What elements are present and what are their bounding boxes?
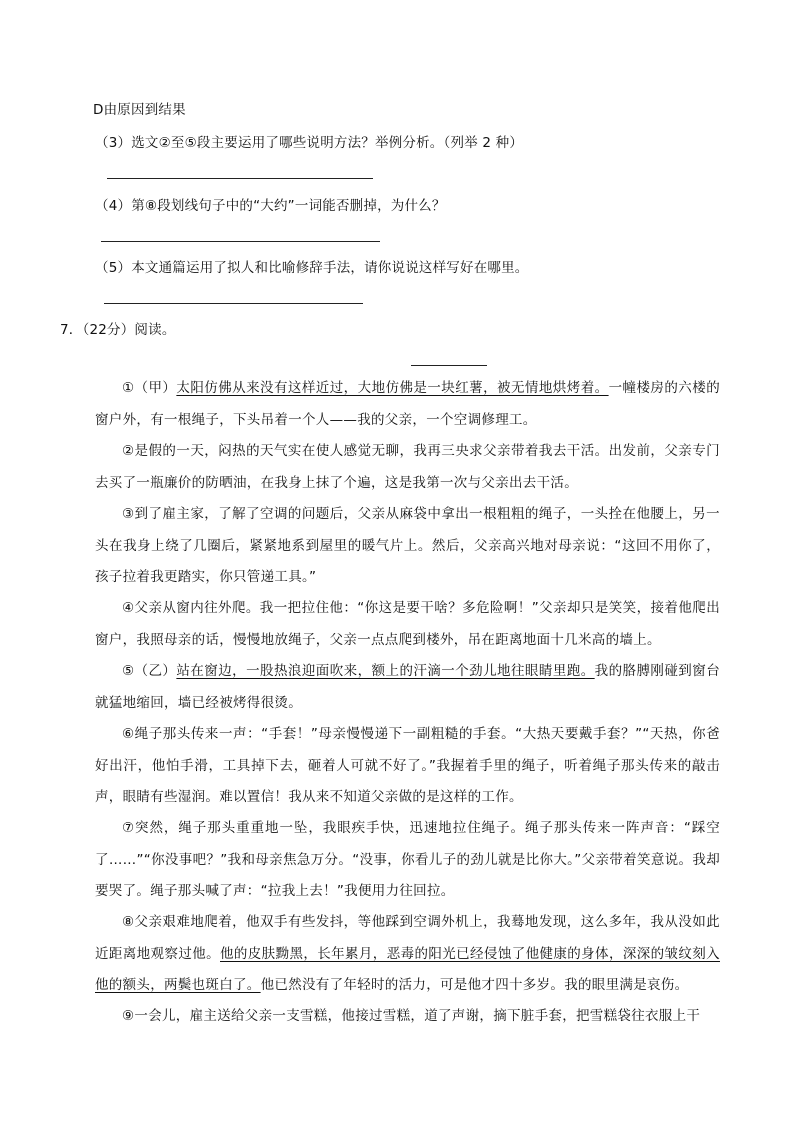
question-3: （3）选文②至⑤段主要运用了哪些说明方法？举例分析。（列举 2 种）	[95, 135, 524, 151]
paragraph-8-lead: ⑧父亲艰难地爬着，他双手有些发抖，等他踩到空调外机上，我蓦地发现，这么多年，我从没如此近距离地观察过他。	[95, 914, 720, 962]
paragraph-4-text: ④父亲从窗内往外爬。我一把拉住他：“你这是要干啥？多危险啊！”父亲却只是笑笑，接着他爬出窗户，我照母亲的话，慢慢地放绳子，父亲一点点爬到楼外，吊在距离地面十几米高的墙上。	[95, 600, 720, 648]
answer-line-5[interactable]	[104, 303, 363, 304]
underlined-sentence-8: 他的皮肤黝黑，长年累月，恶毒的阳光已经侵蚀了他健康的身体，深深的皱纹刻入他的额头，两鬓也斑白了。	[95, 945, 720, 993]
paragraph-5-rest: 我的胳膊刚碰到窗台就猛地缩回，墙已经被烤得很烫。	[95, 663, 720, 711]
paragraph-5-lead: ⑤（乙）	[122, 663, 177, 679]
underlined-sentence-jia: 太阳仿佛从来没有这样近过，大地仿佛是一块红薯，被无情地烘烤着。	[176, 380, 609, 396]
paragraph-9	[95, 1001, 720, 1033]
paragraph-7-text: ⑦突然，绳子那头重重地一坠，我眼疾手快，迅速地拉住绳子。绳子那头传来一阵声音：“踩空了……”“你没事吧？”我和母亲焦急万分。“没事，你看儿子的劲儿就是比你大。”父亲带着笑意说。我却要哭了。绳子那头喊了声：“拉我上去！”我便用力往回拉。	[95, 820, 720, 899]
question-5: （5）本文通篇运用了拟人和比喻修辞手法，请你说说这样写好在哪里。	[95, 260, 529, 276]
paragraph-5	[95, 656, 720, 719]
paragraph-1-lead: ①（甲）	[122, 380, 177, 396]
paragraph-1	[95, 373, 720, 436]
paragraph-6-text: ⑥绳子那头传来一声：“手套！”母亲慢慢递下一副粗糙的手套。“大热天要戴手套？”“天热，你爸好出汗，他怕手滑，工具掉下去，砸着人可就不好了。”我握着手里的绳子，听着绳子那头传来的敲击声，眼睛有些湿润。难以置信！我从来不知道父亲做的是这样的工作。	[95, 726, 720, 805]
option-d: D由原因到结果	[93, 102, 186, 118]
paragraph-6	[95, 719, 720, 814]
paragraph-2-text: ②是假的一天，闷热的天气实在使人感觉无聊，我再三央求父亲带着我去干活。出发前，父亲专门去买了一瓶廉价的防晒油，在我身上抹了个遍，这是我第一次与父亲出去干活。	[95, 443, 720, 491]
paragraph-8-rest: 他已然没有了年轻时的活力，可是他才四十多岁。我的眼里满是哀伤。	[260, 977, 689, 993]
question-4: （4）第⑧段划线句子中的“大约”一词能否删掉，为什么？	[95, 198, 446, 214]
paragraph-9-text: ⑨一会儿，雇主送给父亲一支雪糕，他接过雪糕，道了声谢，摘下脏手套，把雪糕袋往衣服上干	[122, 1008, 701, 1024]
answer-line-3[interactable]	[107, 178, 373, 179]
paragraph-3	[95, 499, 720, 594]
paragraph-8	[95, 907, 720, 1002]
paragraph-2	[95, 436, 720, 499]
question-7-header: 7．（22分）阅读。	[60, 322, 176, 338]
title-blank-line[interactable]	[411, 365, 487, 366]
underlined-sentence-yi: 站在窗边，一股热浪迎面吹来，额上的汗滴一个劲儿地往眼睛里跑。	[176, 663, 595, 679]
paragraph-3-text: ③到了雇主家，了解了空调的问题后，父亲从麻袋中拿出一根粗粗的绳子，一头拴在他腰上，另一头在我身上绕了几圈后，紧紧地系到屋里的暖气片上。然后，父亲高兴地对母亲说：“这回不用你了，孩子拉着我更踏实，你只管递工具。”	[95, 506, 720, 585]
answer-line-4[interactable]	[101, 241, 380, 242]
paragraph-4	[95, 593, 720, 656]
paragraph-7	[95, 813, 720, 908]
paragraph-1-rest: 一幢楼房的六楼的窗户外，有一根绳子，下头吊着一个人——我的父亲，一个空调修理工。	[95, 380, 720, 428]
